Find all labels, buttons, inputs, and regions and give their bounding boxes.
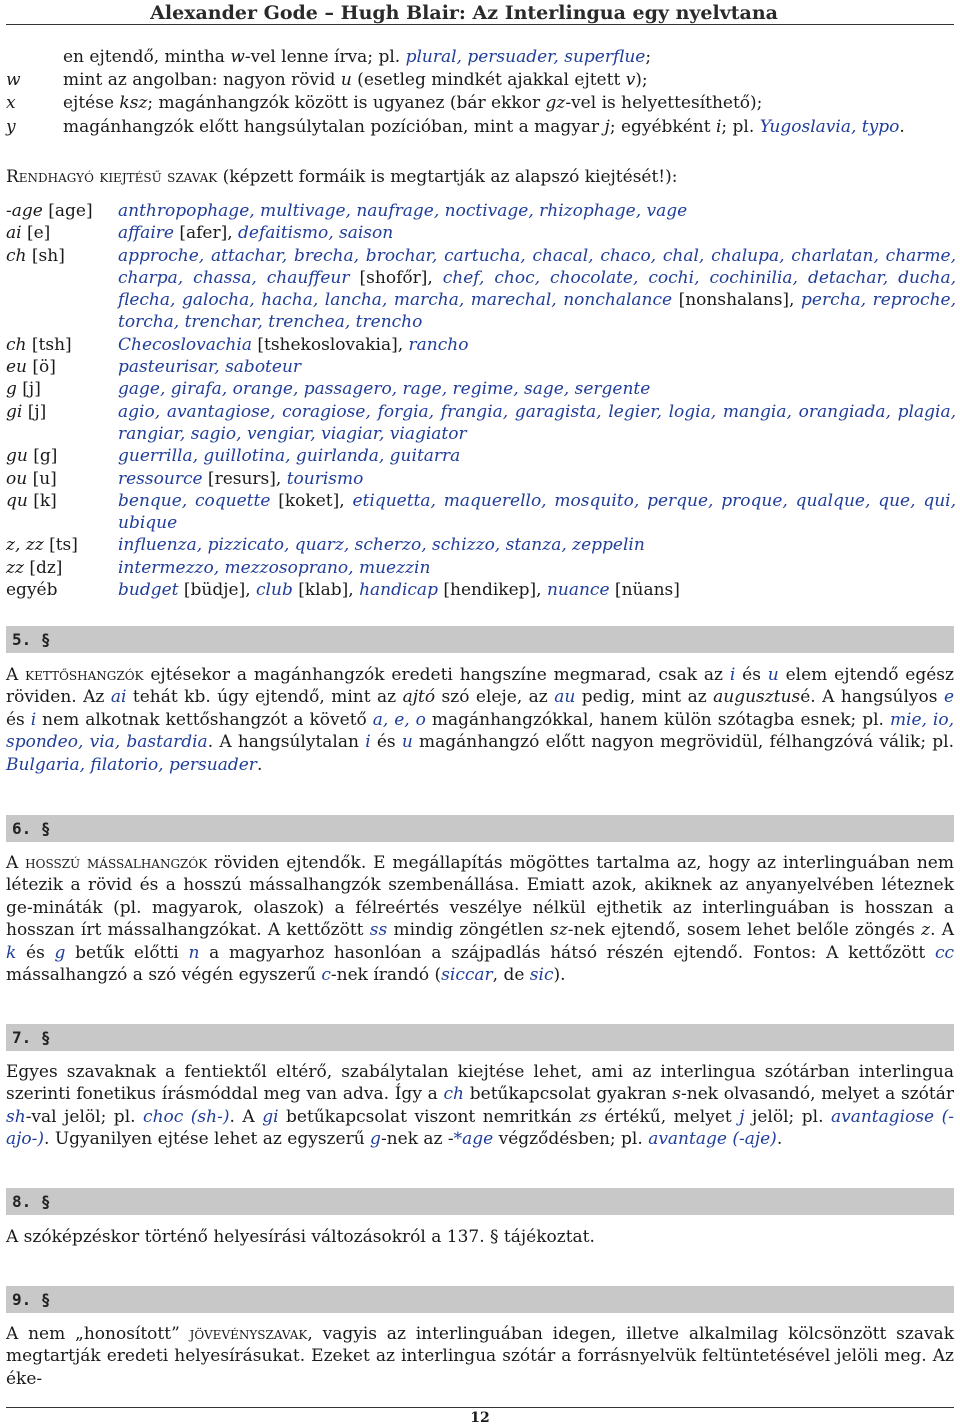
text-run: qu [6, 490, 28, 511]
page-number: 12 [470, 1410, 490, 1426]
running-header: Alexander Gode – Hugh Blair: Az Interlingua egy nyelvtana [150, 2, 778, 24]
text-run: augusztus [713, 687, 801, 708]
text-run: ; pl. [721, 117, 760, 137]
text-run: ch [6, 334, 27, 355]
text-run: magánhangzókkal, hanem külön szótagba esnek; pl. [425, 709, 890, 730]
examples [118, 334, 956, 356]
examples [118, 490, 956, 535]
letter-key: w [6, 70, 21, 90]
section-7-text [6, 1061, 954, 1151]
text-run: és [6, 709, 31, 730]
text-run: ajtó [402, 687, 436, 708]
text-run: [hendikep], [437, 580, 547, 601]
text-run: [tshekoslovakia], [251, 334, 409, 355]
text-run: -age [6, 201, 43, 221]
examples [118, 445, 956, 467]
text-run: [nüans] [609, 580, 680, 601]
table-row [6, 445, 956, 467]
text-run: egyéb [6, 580, 58, 601]
text-run: ss [369, 920, 388, 941]
text-run: cc [934, 942, 954, 963]
pattern [6, 468, 116, 490]
text-run: rancho [408, 334, 469, 355]
text-run: . A [930, 920, 955, 941]
text-run: affaire [118, 223, 174, 244]
text-run: club [256, 580, 293, 601]
text-run: . A hangsúlytalan [207, 732, 366, 753]
text-run: Bulgaria, filatorio, persuader [6, 754, 257, 775]
table-row [6, 356, 956, 378]
text-run: , de [492, 965, 530, 986]
table-row [6, 222, 956, 244]
letter-key: y [6, 117, 16, 137]
text-run: i [715, 117, 722, 137]
text-run: u [340, 70, 352, 90]
table-row [6, 557, 956, 579]
text-run: zs [579, 1106, 597, 1127]
text-run: értékű, melyet [596, 1106, 740, 1127]
text-run: [tsh] [26, 334, 72, 355]
text-run: ch [443, 1084, 465, 1105]
text-run: [afer], [173, 223, 239, 244]
table-row [6, 534, 956, 556]
text-run: , vagyis az interlinguában idegen, illetve alkalmilag kölcsönzött szavak megtartják eredeti helyesírásukat. Ezeket az interlingua szótár a forrásnyelvük feltüntetésével jelöli meg. Az éke- [6, 1324, 954, 1389]
text-run: mássalhangzó a szó végén egyszerű [6, 965, 322, 986]
section-heading-7: 7. § [6, 1024, 954, 1051]
text-run: approche, attachar, brecha, brochar, cartucha, chacal, chaco, chal, chalupa, charlatan, charme, charpa, chassa, chauffeur [118, 245, 956, 288]
text-run: zz [6, 557, 24, 578]
text-run: -nek olvasandó, melyet a szótár [681, 1084, 954, 1105]
text-run: ; egyébként [609, 117, 716, 137]
text-run: g [6, 379, 17, 400]
footer-rule [6, 1407, 954, 1408]
section-5-text [6, 664, 954, 776]
text-run: jelöl; pl. [744, 1106, 831, 1127]
pattern [6, 534, 116, 556]
text-run: c [321, 965, 331, 986]
letter-desc [63, 92, 943, 114]
text-run: z, zz [6, 535, 44, 556]
text-run: u [401, 732, 413, 753]
text-run: és [370, 732, 402, 753]
section-heading-6: 6. § [6, 815, 954, 842]
section-6-text [6, 852, 954, 986]
text-run: és [735, 665, 768, 685]
section-9-text [6, 1323, 954, 1390]
irregular-heading-note: (képzett formáik is megtartják az alapszó kiejtését!): [217, 167, 678, 187]
examples [118, 378, 956, 400]
text-run: sic [529, 965, 554, 986]
text-run: . [899, 117, 905, 137]
table-row [6, 468, 956, 490]
pattern [6, 334, 116, 356]
text-run: végződésben; pl. [493, 1129, 649, 1150]
text-run: Checoslovachia [118, 334, 252, 355]
text-run: sz [550, 920, 568, 941]
letter-desc [63, 46, 943, 68]
text-run: [age] [42, 201, 93, 221]
text-run: ressource [118, 468, 203, 489]
text-run: gi [6, 401, 23, 422]
letter-key: x [6, 93, 16, 113]
text-run: [dz] [23, 557, 63, 578]
text-run: gu [6, 446, 28, 467]
text-run: röviden ejtendők. E megállapítás mögöttes tartalma az, hogy az interlinguában nem létezik a rövid és a hosszú mássalhangzók szembenállása. Emiatt azok, akiknek az anyanyelvében léteznek ge-mináták (pl. magyarok, olaszok) a félreértés veszélye nélkül ejthetik az interlinguában is hosszan a hosszan írt mássalhangzókat. A kettőzött [6, 853, 954, 941]
pattern [6, 445, 116, 467]
text-run: betűkapcsolat gyakran [464, 1084, 673, 1105]
table-row [6, 401, 956, 446]
text-run: eu [6, 357, 28, 378]
table-row [6, 200, 956, 222]
text-run: au [554, 687, 576, 708]
text-run: betűkapcsolat viszont nemritkán [278, 1106, 580, 1127]
text-run: sh [6, 1106, 26, 1127]
text-run: [büdje], [178, 580, 257, 601]
text-run: Yugoslavia, typo [759, 117, 900, 137]
section-heading-8: 8. § [6, 1188, 954, 1215]
table-row [6, 334, 956, 356]
text-run: [e] [21, 223, 51, 244]
text-run: . Ugyanilyen ejtése lehet az egyszerű [44, 1129, 371, 1150]
text-run: tourismo [286, 468, 364, 489]
table-row [6, 490, 956, 535]
text-run: chef, choc, chocolate, cochi, cochinilia, detachar, ducha, flecha, galocha, hacha, lancha, marcha, marechal, nonchalance [118, 267, 956, 311]
text-run: etiquetta, maquerello, mosquito, perque, proque, qualque, que, qui, ubique [118, 490, 956, 534]
text-run: a, e, o [372, 709, 426, 730]
text-run: i [30, 709, 37, 730]
text-run: g [370, 1129, 381, 1150]
text-run: handicap [359, 580, 438, 601]
text-run: és [16, 942, 55, 963]
text-run: -val jelöl; pl. [25, 1106, 144, 1127]
text-run: ejtésekor a magánhangzók eredeti hangszíne megmarad, csak az [143, 665, 730, 685]
text-run: [resurs], [202, 468, 287, 489]
text-run: s [672, 1084, 682, 1105]
text-run: j [604, 117, 610, 137]
text-run: [nonshalans], [672, 290, 801, 311]
text-run: intermezzo, mezzosoprano, muezzin [118, 557, 431, 578]
text-run: k [6, 942, 17, 963]
text-run: [u] [27, 468, 57, 489]
examples [118, 245, 956, 334]
text-run: -nek írandó ( [330, 965, 442, 986]
text-run: Egyes szavaknak a fentiektől eltérő, szabálytalan kiejtése lehet, ami az interlingua szótárban interlingua szerinti fonetikus írásmóddal meg van adva. Így a [6, 1062, 954, 1105]
table-row [6, 579, 956, 601]
pattern [6, 579, 116, 601]
text-run: hosszú mássalhangzók [25, 853, 208, 873]
pattern [6, 356, 116, 378]
text-run: -nek ejtendő, sosem lehet belőle zöngés [567, 920, 922, 941]
text-run: . [256, 754, 263, 775]
text-run: ; magánhangzók között is ugyanez (bár ekkor [147, 93, 546, 113]
text-run: ai [6, 223, 22, 244]
irregular-table [6, 200, 956, 601]
text-run: anthropophage, multivage, naufrage, noctivage, rhizophage, vage [118, 201, 688, 221]
pattern [6, 401, 116, 423]
text-run: betűk előtti [65, 942, 189, 963]
text-run: [sh] [26, 245, 65, 266]
text-run: szó eleje, az [435, 687, 555, 708]
section-heading-5: 5. § [6, 626, 954, 653]
text-run: w [230, 47, 245, 67]
text-run: gage, girafa, orange, passagero, rage, regime, sage, sergente [118, 379, 651, 400]
text-run: ); [635, 70, 648, 90]
text-run: A szóképzéskor történő helyesírási változásokról a 137. § tájékoztat. [6, 1227, 595, 1247]
text-run: tehát kb. úgy ejtendő, mint az [126, 687, 403, 708]
examples [118, 356, 956, 378]
examples [118, 200, 956, 222]
text-run: budget [118, 580, 179, 601]
text-run: e [943, 687, 955, 708]
text-run: percha, reproche, torcha, trenchar, trenchea, trencho [118, 290, 956, 333]
text-run: -vel is helyettesíthető); [565, 93, 763, 113]
text-run: defaitismo, saison [238, 223, 394, 244]
text-run: ). [553, 965, 566, 986]
text-run: i [729, 665, 736, 685]
text-run: v [625, 70, 636, 90]
text-run: gz [545, 93, 566, 113]
text-run: [k] [27, 490, 57, 511]
text-run: gi [262, 1106, 279, 1127]
text-run: i [365, 732, 371, 753]
text-run: choc (sh-) [143, 1106, 230, 1127]
text-run: A nem „honosított” [6, 1324, 190, 1344]
pattern [6, 222, 116, 244]
text-run: avantage (-aje) [648, 1129, 777, 1150]
text-run: ch [6, 245, 27, 266]
text-run: [j] [22, 401, 47, 422]
letter-desc [63, 69, 943, 91]
text-run: magánhangzók előtt hangsúlytalan pozícióban, mint a magyar [63, 117, 605, 137]
text-run: [ts] [43, 535, 78, 556]
text-run: u [767, 665, 779, 685]
text-run: guerrilla, guillotina, guirlanda, guitarra [118, 446, 461, 467]
text-run: ; [645, 47, 652, 67]
text-run: . [776, 1129, 783, 1150]
text-run: mint az angolban: nagyon rövid [63, 70, 341, 90]
irregular-heading-title: Rendhagyó kiejtésű szavak [6, 167, 218, 187]
pattern [6, 200, 116, 222]
text-run: [koket], [270, 490, 353, 511]
text-run: agio, avantagiose, coragiose, forgia, frangia, garagista, legier, logia, mangia, orangiada, plagia, rangiar, sagio, vengiar, viagiar, viagiator [118, 401, 956, 444]
text-run: a magyarhoz hasonlóan a szájpadlás hátsó részén ejtendő. Fontos: A kettőzött [199, 942, 935, 963]
text-run: nem alkotnak kettőshangzót a követő [36, 709, 373, 730]
text-run: g [54, 942, 66, 963]
text-run: jövevényszavak [189, 1324, 308, 1344]
text-run: -vel lenne írva; pl. [244, 47, 406, 67]
text-run: A [6, 665, 26, 685]
examples [118, 579, 956, 601]
text-run: A [6, 853, 26, 873]
text-run: . A [229, 1106, 263, 1127]
text-run: (esetleg mindkét ajakkal ejtett [351, 70, 626, 90]
section-heading-9: 9. § [6, 1286, 954, 1313]
text-run: mie, io, spondeo, via, bastardia [6, 709, 954, 753]
text-run: [shofőr], [349, 267, 443, 288]
table-row [6, 245, 956, 334]
text-run: avantagiose (-ajo-) [6, 1106, 955, 1150]
examples [118, 468, 956, 490]
text-run: mindig zöngétlen [387, 920, 551, 941]
pattern [6, 490, 116, 512]
text-run: magánhangzó előtt nagyon megrövidül, félhangzóvá válik; pl. [412, 732, 954, 753]
text-run: j [739, 1106, 745, 1127]
text-run: ksz [119, 93, 148, 113]
text-run: z [921, 920, 931, 941]
text-run: influenza, pizzicato, quarz, scherzo, schizzo, stanza, zeppelin [118, 535, 645, 556]
pattern [6, 557, 116, 579]
table-row [6, 378, 956, 400]
examples [118, 534, 956, 556]
irregular-heading [6, 166, 954, 188]
text-run: *age [453, 1129, 494, 1150]
header-rule [6, 24, 954, 25]
examples [118, 222, 956, 244]
pattern [6, 378, 116, 400]
text-run: [ö] [27, 357, 56, 378]
text-run: n [188, 942, 200, 963]
text-run: elem ejtendő egész röviden. Az [6, 665, 954, 708]
text-run: ai [110, 687, 127, 708]
text-run: ou [6, 468, 28, 489]
text-run: pasteurisar, saboteur [118, 357, 302, 378]
text-run: en ejtendő, mintha [63, 47, 231, 67]
text-run: benque, coquette [118, 490, 271, 511]
text-run: -nek az - [380, 1129, 454, 1150]
pattern [6, 245, 116, 267]
text-run: [klab], [292, 580, 360, 601]
text-run: [g] [27, 446, 58, 467]
text-run: plural, persuader, superflue [405, 47, 646, 67]
text-run: kettőshangzók [25, 665, 144, 685]
text-run: nuance [546, 580, 610, 601]
section-8-text [6, 1226, 954, 1248]
letter-desc [63, 116, 943, 138]
text-run: [j] [16, 379, 41, 400]
text-run: siccar [441, 965, 493, 986]
text-run: é. A hangsúlyos [800, 687, 944, 708]
text-run: pedig, mint az [575, 687, 714, 708]
examples [118, 557, 956, 579]
text-run: ejtése [63, 93, 120, 113]
examples [118, 401, 956, 446]
